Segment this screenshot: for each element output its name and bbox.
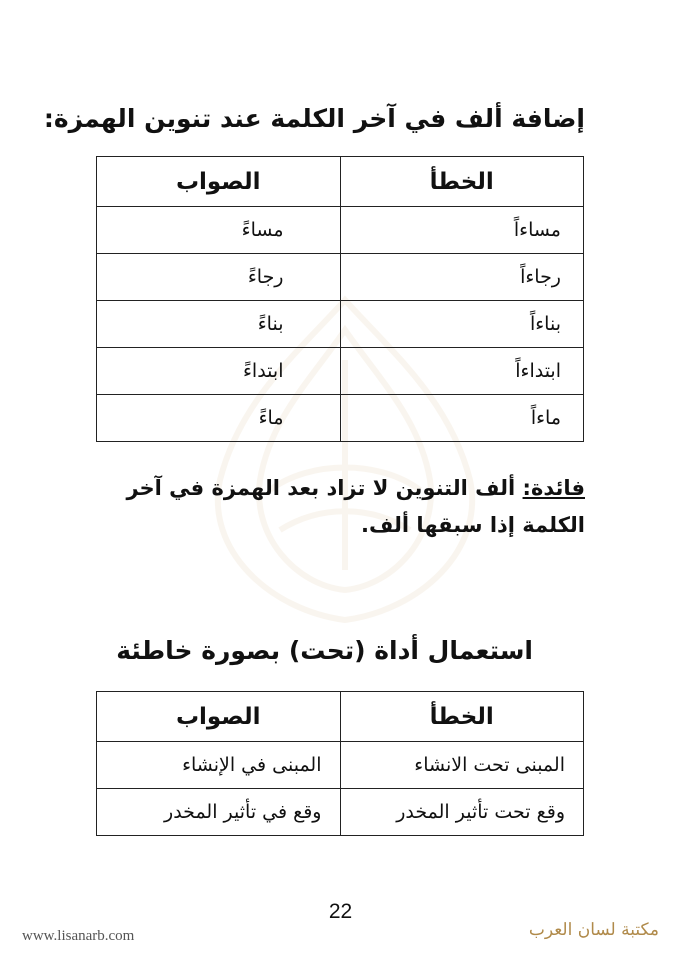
cell-wrong: ماءاً (340, 395, 584, 442)
brand-logo-text: مكتبة لسان العرب (528, 920, 659, 940)
table-row (97, 301, 584, 348)
website-link[interactable]: www.lisanarb.com (22, 928, 135, 944)
cell-wrong: المبنى تحت الانشاء (340, 742, 584, 789)
taht-usage-table (96, 691, 584, 836)
cell-right: مساءً (97, 207, 341, 254)
cell-wrong: وقع تحت تأثير المخدر (340, 789, 584, 836)
section1-heading: إضافة ألف في آخر الكلمة عند تنوين الهمزة: (43, 104, 585, 133)
cell-wrong: ابتداءاً (340, 348, 584, 395)
cell-wrong: رجاءاً (340, 254, 584, 301)
table-row (97, 207, 584, 254)
cell-right: بناءً (97, 301, 341, 348)
cell-wrong: بناءاً (340, 301, 584, 348)
column-header-wrong: الخطأ (340, 692, 584, 742)
cell-right: وقع في تأثير المخدر (97, 789, 341, 836)
cell-wrong: مساءاً (340, 207, 584, 254)
cell-right: ماءً (97, 395, 341, 442)
column-header-right: الصواب (97, 157, 341, 207)
column-header-wrong: الخطأ (340, 157, 584, 207)
benefit-note (95, 470, 585, 544)
table-header-row (97, 692, 584, 742)
table-row (97, 789, 584, 836)
page-number: 22 (328, 900, 353, 923)
table-row (97, 742, 584, 789)
table-row (97, 254, 584, 301)
cell-right: المبنى في الإنشاء (97, 742, 341, 789)
table-header-row (97, 157, 584, 207)
note-label: فائدة: (522, 476, 585, 500)
cell-right: رجاءً (97, 254, 341, 301)
table-row (97, 395, 584, 442)
table-row (97, 348, 584, 395)
column-header-right: الصواب (97, 692, 341, 742)
note-text: ألف التنوين لا تزاد بعد الهمزة في آخر الكلمة إذا سبقها ألف. (126, 476, 585, 537)
cell-right: ابتداءً (97, 348, 341, 395)
hamza-tanween-table (96, 156, 584, 442)
section2-heading: استعمال أداة (تحت) بصورة خاطئة (116, 636, 533, 665)
